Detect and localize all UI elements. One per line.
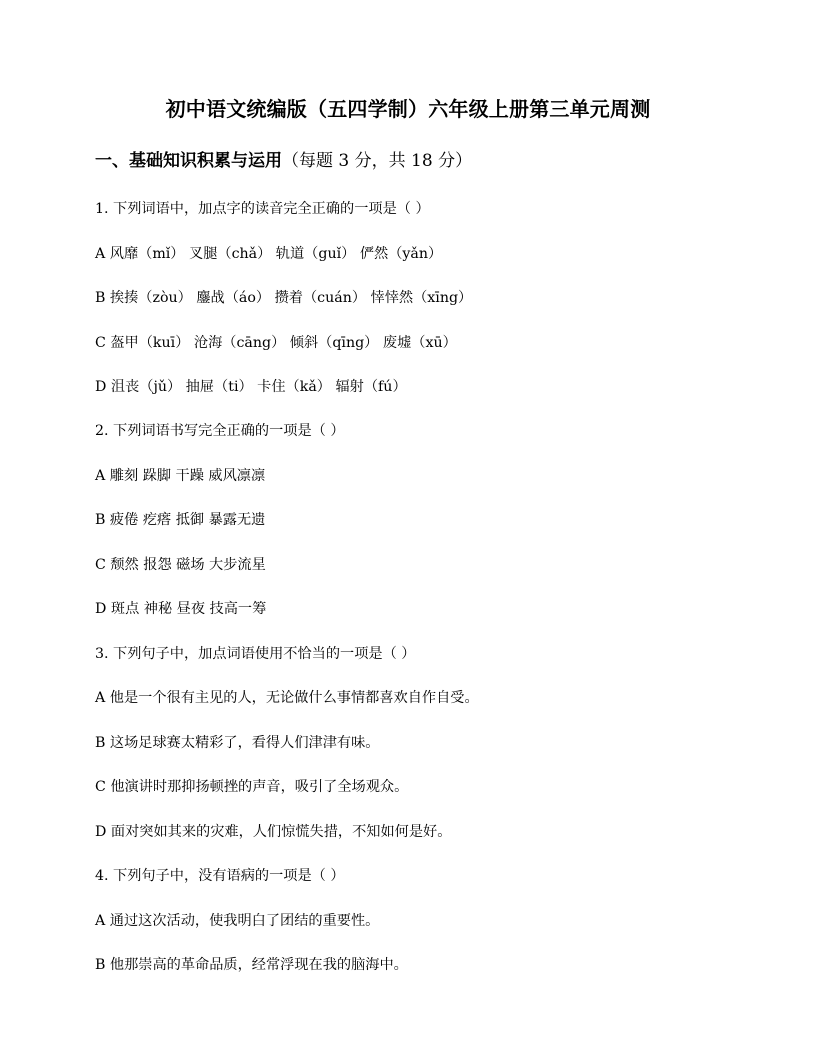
question-2-option-a: A 雕刻 跺脚 干躁 威风凛凛	[95, 468, 266, 484]
question-2-option-c: C 颓然 报怨 磁场 大步流星	[95, 557, 266, 573]
question-2-option-d: D 斑点 神秘 昼夜 技高一筹	[95, 601, 267, 617]
question-4-option-b: B 他那崇高的革命品质，经常浮现在我的脑海中。	[95, 957, 408, 973]
question-4-option-a: A 通过这次活动，使我明白了团结的重要性。	[95, 913, 380, 929]
question-2-stem: 2. 下列词语书写完全正确的一项是（ ）	[95, 423, 345, 439]
question-1-stem: 1. 下列词语中，加点字的读音完全正确的一项是（ ）	[95, 201, 430, 217]
question-1-option-d: D 沮丧（jǔ） 抽屉（ti） 卡住（kǎ） 辐射（fú）	[95, 379, 407, 395]
document-title: 初中语文统编版（五四学制）六年级上册第三单元周测	[165, 97, 651, 121]
question-1-option-a: A 风靡（mǐ） 叉腿（chǎ） 轨道（guǐ） 俨然（yǎn）	[95, 246, 443, 262]
question-3-option-a: A 他是一个很有主见的人，无论做什么事情都喜欢自作自受。	[95, 690, 479, 706]
question-3-option-d: D 面对突如其来的灾难，人们惊慌失措，不知如何是好。	[95, 824, 452, 840]
question-1-option-c: C 盔甲（kuī） 沧海（cāng） 倾斜（qīng） 废墟（xū）	[95, 335, 457, 351]
section-score: （每题 3 分，共 18 分）	[282, 151, 473, 171]
question-3-option-b: B 这场足球赛太精彩了，看得人们津津有味。	[95, 735, 380, 751]
question-3-stem: 3. 下列句子中，加点词语使用不恰当的一项是（ ）	[95, 646, 416, 662]
question-4-stem: 4. 下列句子中，没有语病的一项是（ ）	[95, 868, 345, 884]
section-heading	[95, 150, 472, 172]
question-1-option-b: B 挨揍（zòu） 鏖战（áo） 攒着（cuán） 悻悻然（xīng）	[95, 290, 473, 306]
question-3-option-c: C 他演讲时那抑扬顿挫的声音，吸引了全场观众。	[95, 779, 409, 795]
section-heading-text: 一、基础知识积累与运用	[95, 151, 282, 171]
question-2-option-b: B 疲倦 疙瘩 抵御 暴露无遗	[95, 512, 266, 528]
